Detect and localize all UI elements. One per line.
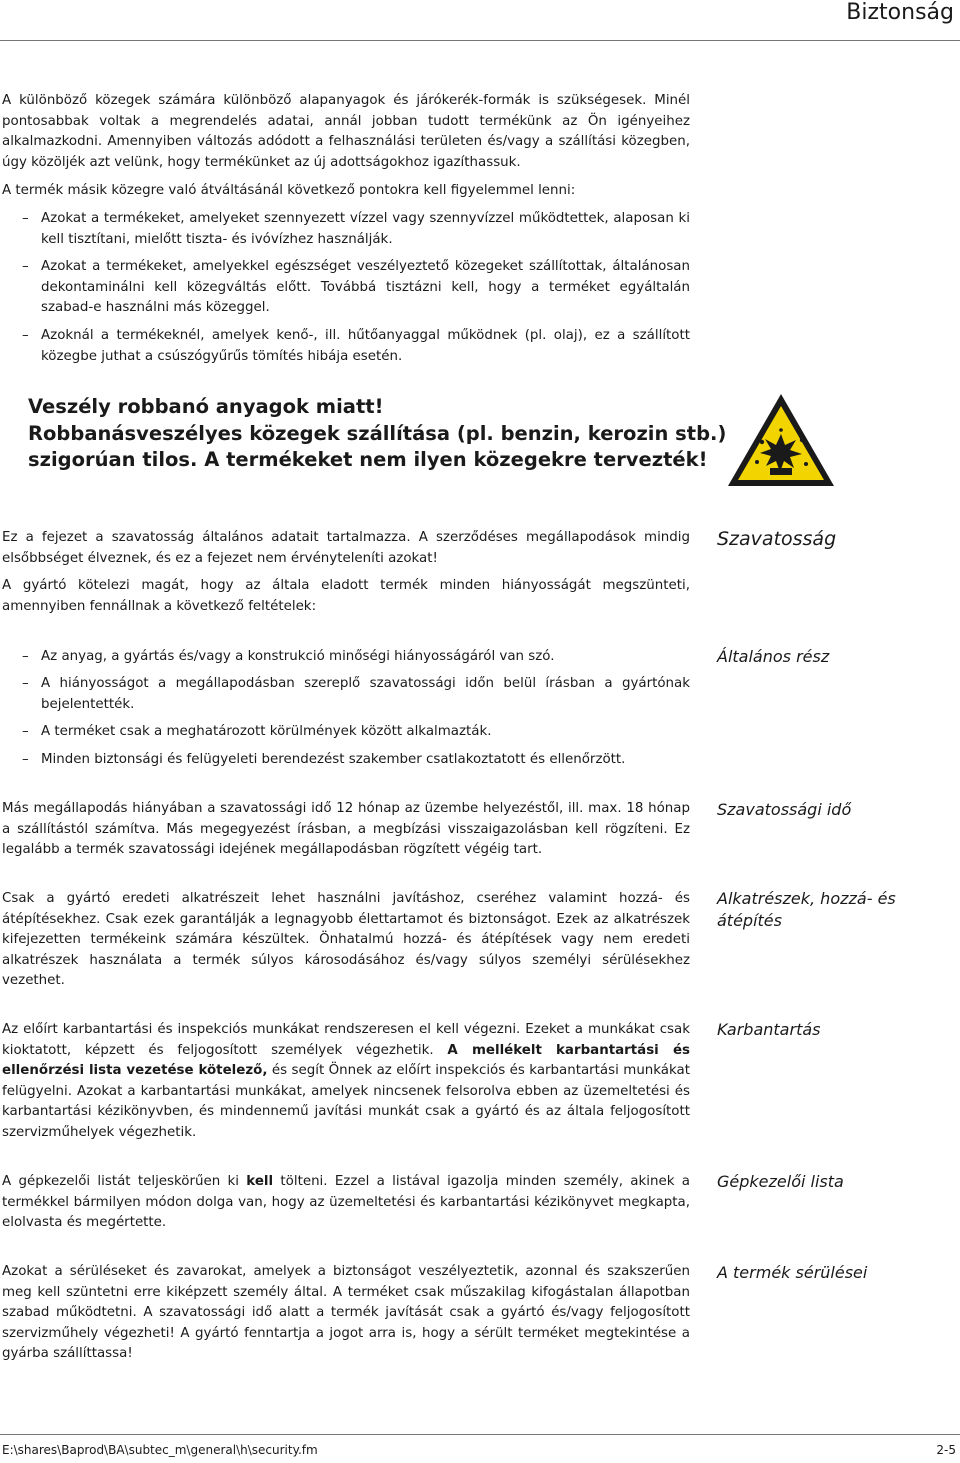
intro-paragraph-2: A termék másik közegre való átváltásánál következő pontokra kell figyelemmel lenni:	[2, 183, 576, 198]
operator-text-b: tölteni. Ezzel a listával igazolja minden személy, akinek a termékkel bármilyen módon dolga van, hogy az üzemeltetési és karbantartási kézikönyvet megkapta, elolvasta és megértette.	[2, 1174, 690, 1230]
maintenance-paragraph	[2, 1020, 690, 1143]
side-heading-operator: Gépkezelői lista	[717, 1172, 844, 1191]
danger-warning	[28, 394, 727, 474]
list-item-text: Azokat a termékeket, amelyekkel egészséget veszélyeztető közegeket szállítottak, általánosan dekontaminálni kell közegváltás előtt. Továbbá tisztázni kell, hogy a terméket egyáltalán szabad-e használni más közeggel.	[41, 259, 690, 315]
list-dash: –	[22, 259, 29, 274]
side-heading-parts: Alkatrészek, hozzá- és átépítés	[717, 889, 896, 930]
footer-file-path: E:\shares\Baprod\BA\subtec_m\general\h\security.fm	[2, 1443, 318, 1457]
list-item-text: A terméket csak a meghatározott körülmények között alkalmazták.	[41, 724, 492, 739]
list-item	[22, 326, 690, 367]
warranty-paragraph-1: Ez a fejezet a szavatosság általános adatait tartalmazza. A szerződéses megállapodások mindig elsőbbséget élveznek, és ez a fejezet nem érvényteleníti azokat!	[2, 530, 690, 566]
list-item-text: Az anyag, a gyártás és/vagy a konstrukció minőségi hiányosságáról van szó.	[41, 649, 555, 664]
warning-line-1: Veszély robbanó anyagok miatt!	[28, 395, 384, 418]
footer-page-number: 2-5	[936, 1443, 956, 1457]
operator-paragraph	[2, 1172, 690, 1234]
list-dash: –	[22, 328, 29, 343]
page-title: Biztonság	[846, 0, 954, 25]
intro-paragraph-1: A különböző közegek számára különböző alapanyagok és járókerék-formák is szükségesek. Minél pontosabbak voltak a megrendelés adatai, annál jobban tudott termékünk az Ön igényeihez alkalmazkodni. Amennyiben változás adódott a felhasználási területen és/vagy a szállítási közegben, úgy közöljék azt velünk, hogy termékünket az új adottságokhoz igazíthassuk.	[2, 93, 690, 170]
list-item	[22, 209, 690, 250]
side-heading-damage: A termék sérülései	[717, 1263, 868, 1282]
list-item	[22, 722, 690, 743]
list-item	[22, 674, 690, 715]
maintenance-text-bold: A mellékelt karbantartási és ellenőrzési lista vezetése kötelező,	[2, 1042, 690, 1078]
damage-paragraph: Azokat a sérüléseket és zavarokat, amelyek a biztonságot veszélyeztetik, azonnal és szakszerűen meg kell szüntetni erre kiképzett személy által. A terméket csak műszakilag kifogástalan állapotban szabad működtetni. A szavatossági idő alatt a termék javítását csak a gyártó és/vagy feljogosított szervizműhely végezheti! A gyártó fenntartja a jogot arra is, hogy a sérült terméket megtekintése a gyárba szállíttassa!	[2, 1264, 690, 1361]
warning-line-2: Robbanásveszélyes közegek szállítása (pl. benzin, kerozin stb.)	[28, 421, 727, 445]
list-item	[22, 647, 690, 668]
operator-text-bold: kell	[246, 1174, 274, 1189]
list-item	[22, 257, 690, 319]
operator-text-a: A gépkezelői listát teljeskörűen ki	[2, 1174, 247, 1189]
header-divider	[0, 40, 960, 41]
explosive-warning-icon	[724, 390, 838, 490]
warranty-paragraph-2: A gyártó kötelezi magát, hogy az általa eladott termék minden hiányosságát megszünteti, amennyiben fennállnak a következő feltételek:	[2, 578, 690, 614]
list-dash: –	[22, 649, 29, 664]
list-dash: –	[22, 676, 29, 691]
parts-paragraph: Csak a gyártó eredeti alkatrészeit lehet használni javításhoz, cseréhez valamint hozzá- és átépítésekhez. Csak ezek garantálják a legnagyobb élettartamot és biztonságot. Ezek az alkatrészek kifejezetten termékeink számára készültek. Önhatalmú hozzá- és átépítések vagy nem eredeti alkatrészek használata a termék súlyos károsodásához és/vagy súlyos személyi sérülésekhez vezethet.	[2, 891, 690, 988]
page-header	[0, 0, 960, 40]
list-item-text: Azokat a termékeket, amelyeket szennyezett vízzel vagy szennyvízzel működtettek, alaposan ki kell tisztítani, mielőtt tiszta- és ivóvízhez használják.	[41, 211, 690, 247]
list-dash: –	[22, 724, 29, 739]
maintenance-text-b: és segít Önnek az előírt inspekciós és karbantartási munkákat felügyelni. Azokat a karbantartási munkákat, amelyek nincsenek felsorolva ebben az üzemeltetési és karbantartási kézikönyvben, és mindennemű javítási munkát csak a gyártó és az általa feljogosított szervizműhelyek végezhetik.	[2, 1063, 690, 1140]
side-heading-maintenance: Karbantartás	[717, 1020, 821, 1039]
list-item	[22, 750, 690, 771]
side-heading-warranty: Szavatosság	[717, 528, 837, 550]
warning-line-3: szigorúan tilos. A termékeket nem ilyen közegekre tervezték!	[28, 448, 708, 471]
list-dash: –	[22, 752, 29, 767]
maintenance-text-a: Az előírt karbantartási és inspekciós munkákat rendszeresen el kell végezni. Ezeket a munkákat csak kioktatott, képzett és feljogosított személyek végezhetik.	[2, 1022, 690, 1058]
side-heading-warranty-time: Szavatossági idő	[717, 800, 852, 819]
list-item-text: A hiányosságot a megállapodásban szereplő szavatossági időn belül írásban a gyártónak bejelentették.	[41, 676, 690, 712]
footer-divider	[0, 1434, 960, 1435]
side-heading-general: Általános rész	[717, 647, 830, 666]
list-item-text: Azoknál a termékeknél, amelyek kenő-, ill. hűtőanyaggal működnek (pl. olaj), ez a szállított közegbe juthat a csúszógyűrűs tömítés hibája esetén.	[41, 328, 690, 364]
list-item-text: Minden biztonsági és felügyeleti berendezést szakember csatlakoztatott és ellenőrzött.	[41, 752, 626, 767]
warranty-time-paragraph: Más megállapodás hiányában a szavatossági idő 12 hónap az üzembe helyezéstől, ill. max. 18 hónap a szállítástól számítva. Más megegyezést írásban, a megbízási visszaigazolásban kell rögzíteni. Ez legalább a termék szavatossági idejének megállapodásban rögzített végéig tart.	[2, 801, 690, 857]
list-dash: –	[22, 211, 29, 226]
